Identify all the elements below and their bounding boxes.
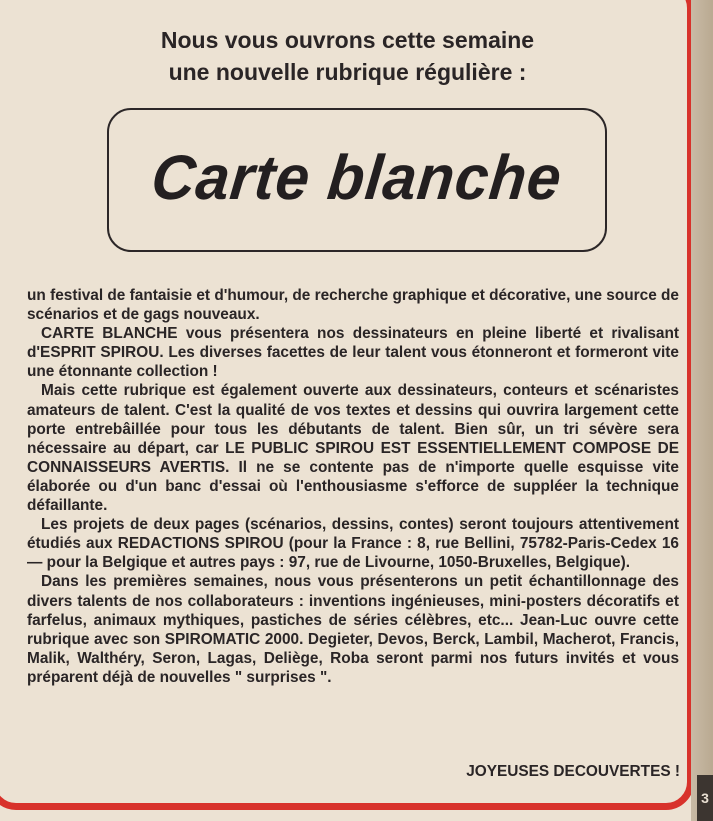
headline-line-2: une nouvelle rubrique régulière : (168, 59, 527, 85)
headline (80, 24, 615, 88)
page-number-tab: 3 (697, 775, 713, 821)
article-body (27, 286, 679, 687)
paragraph-addresses: Les projets de deux pages (scénarios, dessins, contes) seront toujours attentivement étudiés aux REDACTIONS SPIROU (pour la France : 8, rue Bellini, 75782-Paris-Cedex 16 — pour la Belgique et autres pays : 97, rue de Livourne, 1050-Bruxelles, Belgique). (27, 516, 679, 572)
carte-blanche-logo-box (107, 108, 607, 252)
signoff: JOYEUSES DECOUVERTES ! (466, 763, 680, 780)
paragraph-upcoming: Dans les premières semaines, nous vous présenterons un petit échantillonnage des divers talents de nos collaborateurs : inventions ingénieuses, mini-posters décoratifs et farfelus, animaux mythiques, pastiches de séries célèbres, etc... Jean-Luc ouvre cette rubrique avec son SPIROMATIC 2000. Degieter, Devos, Berck, Lambil, Macherot, Francis, Malik, Walthéry, Seron, Lagas, Deliège, Roba seront parmi nos futurs invités et vous préparent déjà de nouvelles " surprises ". (27, 573, 679, 686)
paragraph-presentation: CARTE BLANCHE vous présentera nos dessinateurs en pleine liberté et rivalisant d'ESPRIT SPIROU. Les diverses facettes de leur talent vous étonneront et formeront vite une étonnante collection ! (27, 325, 679, 381)
page-edge-strip (691, 0, 713, 821)
paragraph-amateurs: Mais cette rubrique est également ouverte aux dessinateurs, conteurs et scénaristes amateurs de talent. C'est la qualité de vos textes et dessins qui ouvrira largement cette porte entrebâillée pour tous les débutants de talent. Bien sûr, un tri sévère sera nécessaire au départ, car LE PUBLIC SPIROU EST ESSENTIELLEMENT COMPOSE DE CONNAISSEURS AVERTIS. Il ne se contente pas de n'importe quelle esquisse vite élaborée ou d'un banc d'essai où l'enthousiasme s'efforce de suppléer la technique défaillante. (27, 382, 679, 515)
carte-blanche-logo: Carte blanche (148, 141, 566, 213)
headline-line-1: Nous vous ouvrons cette semaine (160, 27, 535, 53)
paragraph-intro: un festival de fantaisie et d'humour, de recherche graphique et décorative, une source de scénarios et de gags nouveaux. (27, 287, 679, 324)
